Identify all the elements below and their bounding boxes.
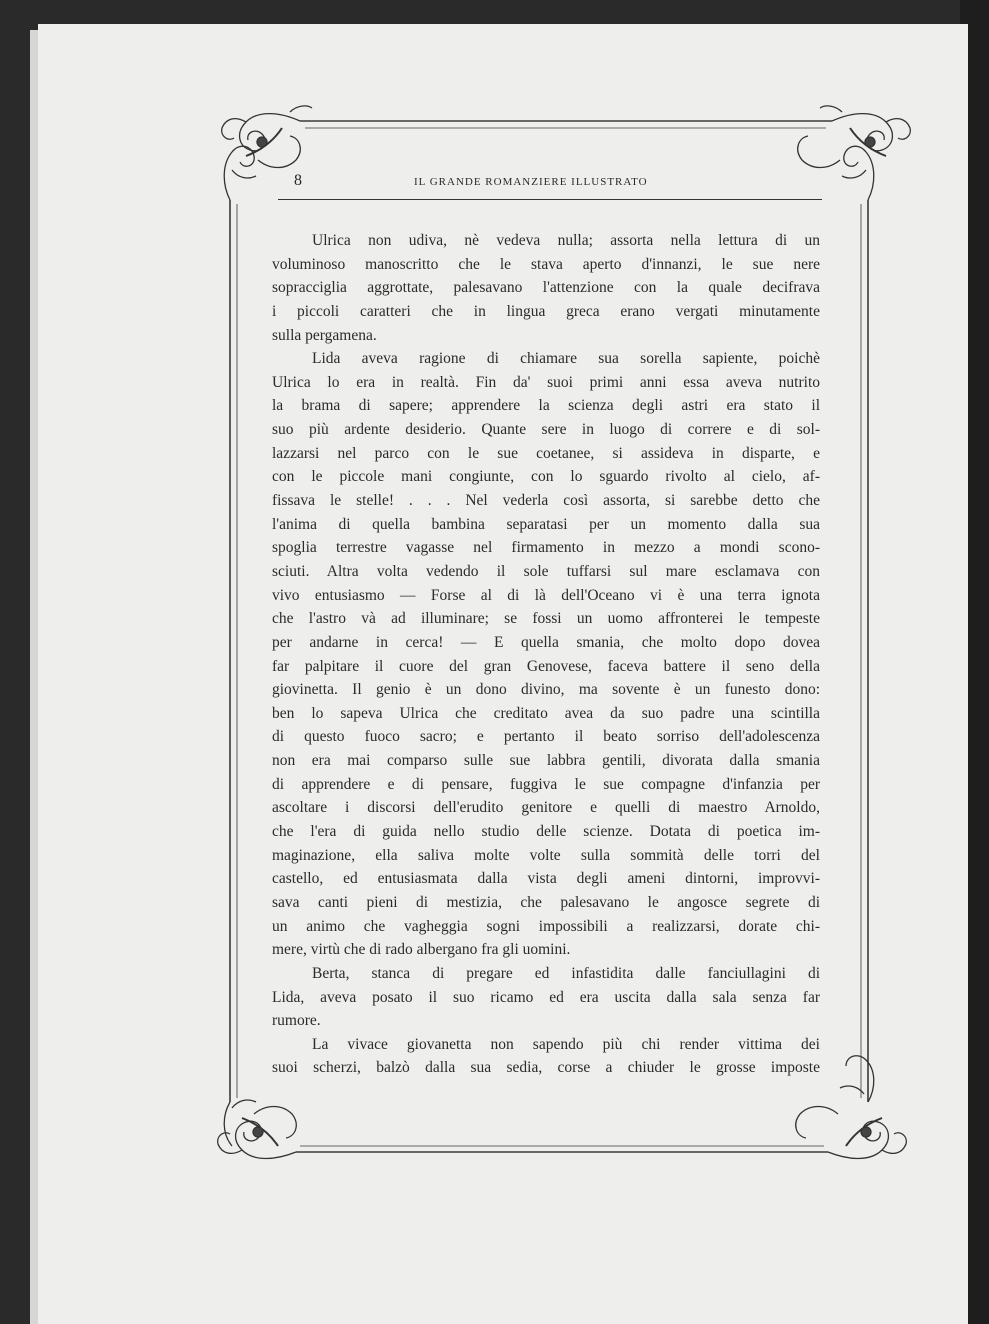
text-line: di apprendere e di pensare, fuggiva le sue compagne d'infanzia per	[272, 775, 820, 793]
body-text	[272, 229, 820, 1080]
text-line: far palpitare il cuore del gran Genovese, faceva battere il seno della	[272, 657, 820, 675]
text-line: l'anima di quella bambina separatasi per un momento dalla sua	[272, 515, 820, 533]
text-line: Ulrica lo era in realtà. Fin da' suoi primi anni essa aveva nutrito	[272, 373, 820, 391]
text-line: sopracciglia aggrottate, palesavano l'attenzione con la quale decifrava	[272, 279, 820, 297]
text-line: vivo entusiasmo — Forse al di là dell'Oceano vi è una terra ignota	[272, 586, 820, 604]
text-line: Berta, stanca di pregare ed infastidita dalle fanciullagini di	[312, 964, 820, 982]
text-line: i piccoli caratteri che in lingua greca erano vergati minutamente	[272, 302, 820, 320]
text-line: che l'era di guida nello studio delle scienze. Dotata di poetica im-	[272, 823, 820, 841]
header-rule	[278, 199, 822, 200]
text-line: lazzarsi nel parco con le sue coetanee, si assideva in disparte, e	[272, 444, 820, 462]
text-line: non era mai comparso sulle sue labbra gentili, divorata dalla smania	[272, 752, 820, 770]
text-line: sava canti pieni di mestizia, che palesavano le angosce segrete di	[272, 893, 820, 911]
page-header	[278, 172, 822, 194]
page-number: 8	[294, 172, 302, 189]
text-line: suoi scherzi, balzò dalla sua sedia, corse a chiuder le grosse imposte	[272, 1059, 820, 1077]
text-line: ben lo sapeva Ulrica che creditato avea da suo padre una scintilla	[272, 704, 820, 722]
text-line: che l'astro và ad illuminare; se fossi un uomo affronterei le tempeste	[272, 610, 820, 628]
corner-ornament-bottom-left-icon	[218, 1100, 297, 1159]
text-line: Lida, aveva posato il suo ricamo ed era uscita dalla sala senza far	[272, 988, 820, 1006]
text-line: fissava le stelle! . . . Nel vederla così assorta, si sarebbe detto che	[272, 492, 820, 510]
text-line: maginazione, ella saliva molte volte sulla sommità delle torri del	[272, 846, 820, 864]
text-line: la brama di sapere; apprendere la scienza degli astri era stato il	[272, 397, 820, 415]
text-line: La vivace giovanetta non sapendo più chi render vittima dei	[312, 1035, 820, 1053]
text-line: un animo che vagheggia sogni impossibili a realizzarsi, dorate chi-	[272, 917, 820, 935]
text-line: Lida aveva ragione di chiamare sua sorella sapiente, poichè	[312, 350, 820, 368]
text-line: voluminoso manoscritto che le stava aperto d'innanzi, le sue nere	[272, 255, 820, 273]
text-line: di questo fuoco sacro; e pertanto il beato sorriso dell'adolescenza	[272, 728, 820, 746]
text-line: ascoltare i discorsi dell'erudito genitore e quelli di maestro Arnoldo,	[272, 799, 820, 817]
text-line: con le piccole mani congiunte, con lo sguardo rivolto al cielo, af-	[272, 468, 820, 486]
text-line: mere, virtù che di rado albergano fra gli uomini.	[272, 941, 571, 959]
running-head: IL GRANDE ROMANZIERE ILLUSTRATO	[414, 176, 648, 188]
text-line: sciuti. Altra volta vedendo il sole tuffarsi sul mare esclamava con	[272, 562, 820, 580]
text-line: castello, ed entusiasmata dalla vista degli ameni dintorni, improvvi-	[272, 870, 820, 888]
text-line: spoglia terrestre vagasse nel firmamento in mezzo a mondi scono-	[272, 539, 820, 557]
text-line: sulla pergamena.	[272, 326, 377, 344]
text-line: giovinetta. Il genio è un dono divino, ma sovente è un funesto dono:	[272, 681, 820, 699]
text-line: per andarne in cerca! — E quella smania, che molto dopo dovea	[272, 633, 820, 651]
text-line: suo più ardente desiderio. Quante sere in luogo di correre e di sol-	[272, 421, 820, 439]
text-line: rumore.	[272, 1012, 321, 1030]
text-line: Ulrica non udiva, nè vedeva nulla; assorta nella lettura di un	[312, 232, 820, 249]
